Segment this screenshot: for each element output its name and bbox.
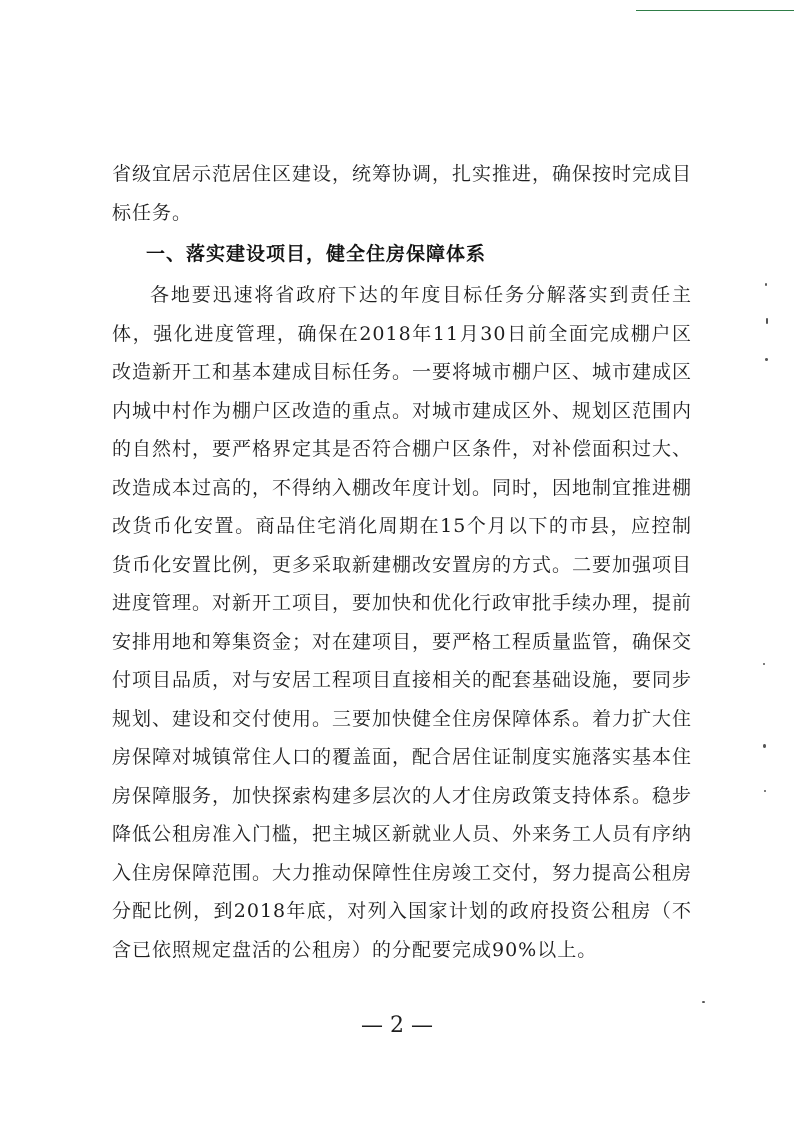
scan-speck: [765, 358, 768, 361]
main-paragraph: 各地要迅速将省政府下达的年度目标任务分解落实到责任主体，强化进度管理，确保在2018年11月30日前全面完成棚户区改造新开工和基本建成目标任务。一要将城市棚户区、城市建成区内城中村作为棚户区改造的重点。对城市建成区外、规划区范围内的自然村，要严格界定其是否符合棚户区条件，对补偿面积过大、改造成本过高的，不得纳入棚改年度计划。同时，因地制宜推进棚改货币化安置。商品住宅消化周期在15个月以下的市县，应控制货币化安置比例，更多采取新建棚改安置房的方式。二要加强项目进度管理。对新开工项目，要加快和优化行政审批手续办理，提前安排用地和筹集资金；对在建项目，要严格工程质量监管，确保交付项目品质，对与安居工程项目直接相关的配套基础设施，要同步规划、建设和交付使用。三要加快健全住房保障体系。着力扩大住房保障对城镇常住人口的覆盖面，配合居住证制度实施落实基本住房保障服务，加快探索构建多层次的人才住房政策支持体系。稳步降低公租房准入门槛，把主城区新就业人员、外来务工人员有序纳入住房保障范围。大力推动保障性住房竣工交付，努力提高公租房分配比例，到2018年底，对列入国家计划的政府投资公租房（不含已依照规定盘活的公租房）的分配要完成90%以上。: [112, 284, 693, 961]
scan-speck: [766, 318, 768, 324]
top-rule-line: [636, 10, 794, 11]
scan-speck: [763, 663, 765, 665]
scan-speck: [765, 283, 767, 286]
page-number: — 2 —: [361, 1013, 433, 1038]
scan-speck: [763, 744, 766, 748]
section-heading: 一、落实建设项目，健全住房保障体系: [146, 243, 487, 265]
scan-speck: [702, 1001, 705, 1003]
scan-speck: [764, 790, 766, 792]
document-body: [112, 155, 692, 969]
continued-paragraph: 省级宜居示范居住区建设，统筹协调，扎实推进，确保按时完成目标任务。: [112, 163, 693, 224]
